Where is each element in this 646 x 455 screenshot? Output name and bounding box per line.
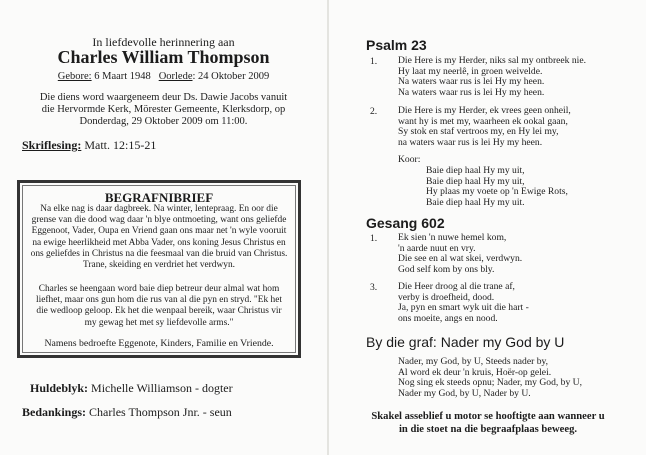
gesang-heading: Gesang 602: [366, 215, 445, 231]
reading-value: Matt. 12:15-21: [81, 138, 157, 152]
gesang-verse-1: [398, 233, 522, 275]
verse-number: 1.: [370, 56, 378, 67]
verse-number: 3.: [370, 282, 378, 293]
closing-line: in die stoet na die begraafplaas beweeg.: [398, 423, 578, 435]
psalm-heading: Psalm 23: [366, 37, 427, 53]
chorus: [426, 166, 568, 208]
thanks-line: [22, 405, 232, 420]
funeral-letter-box: [17, 180, 301, 358]
verse-line: Al word ek deur 'n kruis, Hoër-op gelei.: [398, 366, 552, 378]
verse-line: ons moeite, angs en nood.: [398, 312, 498, 324]
right-panel: [330, 0, 646, 455]
reading-label: Skriflesing:: [22, 138, 82, 152]
letter-line: Trane, skeiding en verdriet het verdwyn.: [83, 260, 235, 271]
psalm-verse-1: [398, 56, 586, 98]
tribute-line: [30, 381, 233, 396]
chorus-line: Hy plaas my voete op 'n Ewige Rots,: [426, 186, 568, 198]
verse-line: 'n aarde nuut en vry.: [398, 242, 476, 254]
tribute-label: Huldeblyk:: [30, 381, 89, 395]
chorus-line: Baie diep haal Hy my uit,: [426, 165, 525, 176]
letter-line: ons geliefdes in Christus na die feesmaal van die bruid van Christus.: [30, 248, 288, 259]
chorus-line: Baie diep haal Hy my uit.: [426, 196, 525, 208]
verse-line: Nog sing ek steeds opnu; Nader, my God, by U,: [398, 377, 583, 389]
verse-line: Die Here is my Herder, ek vrees geen onheil,: [398, 105, 571, 116]
verse-line: na waters waar rus is lei Hy my heen.: [398, 136, 543, 148]
verse-line: Sy stok en staf vertroos my, en Hy lei my,: [398, 126, 559, 138]
thanks-value: Charles Thompson Jnr. - seun: [86, 405, 232, 419]
closing-note: [330, 411, 646, 436]
verse-number: 2.: [370, 106, 378, 117]
letter-line: grense van die dood wag daar 'n blye ontmoeting, want ons geliefde: [31, 215, 287, 226]
letter-paragraph-1: [23, 204, 295, 271]
died-label: Oorlede: [158, 71, 193, 82]
in-memory-heading: In liefdevolle herinnering aan: [92, 35, 235, 49]
tribute-value: Michelle Williamson - dogter: [88, 381, 233, 395]
verse-line: Nader, my God, by U, Steeds nader by,: [398, 356, 549, 367]
scripture-reading: [22, 138, 156, 153]
letter-title: BEGRAFNIBRIEF: [104, 190, 214, 205]
verse-line: Nader my God, by U, Nader by U.: [398, 387, 531, 399]
service-line: Donderdag, 29 Oktober 2009 om 11:00.: [79, 116, 248, 127]
thanks-label: Bedankings:: [22, 405, 87, 419]
verse-line: Die Here is my Herder, niks sal my ontbreek nie.: [398, 55, 586, 66]
letter-paragraph-2: [23, 284, 295, 329]
letter-line: na ewige heerlikheid met Abba Vader, ons koning Jesus Christus en: [32, 237, 286, 248]
chorus-label: Koor:: [398, 154, 421, 165]
died-value: : 24 Oktober 2009: [192, 71, 270, 82]
verse-line: Die see en al wat skei, verdwyn.: [398, 253, 523, 265]
dates-line: [0, 71, 327, 82]
psalm-verse-2: [398, 106, 571, 148]
service-details: [0, 92, 327, 128]
letter-line: Charles se heengaan word baie diep betreur deur almal wat hom: [38, 284, 280, 294]
letter-line: Na elke nag is daar dagbreek. Na winter, lentepraag. En oor die: [40, 204, 278, 214]
page-fold: [327, 0, 329, 455]
verse-number: 1.: [370, 233, 378, 244]
graveside-heading: By die graf: Nader my God by U: [366, 334, 565, 350]
letter-signoff: Namens bedroefte Eggenote, Kinders, Familie en Vriende.: [44, 338, 274, 349]
verse-line: verby is droefheid, dood.: [398, 291, 495, 303]
service-line: die Hervormde Kerk, Mörester Gemeente, Klerksdorp, op: [41, 104, 286, 115]
verse-line: God self kom by ons bly.: [398, 263, 495, 275]
born-value: 6 Maart 1948: [94, 71, 151, 82]
letter-line: my gewag het met sy liefdevolle arms.": [84, 317, 234, 328]
closing-line: Skakel asseblief u motor se hooftigte aan wanneer u: [371, 411, 605, 422]
service-line: Die diens word waargeneem deur Ds. Dawie Jacobs vanuit: [39, 92, 288, 103]
verse-line: Die Heer droog al die trane af,: [398, 281, 515, 292]
verse-line: Ja, pyn en smart wyk uit die hart -: [398, 302, 529, 314]
letter-line: die wedloop geloop. Ek het die wenpaal bereik, waar Christus vir: [36, 306, 282, 317]
gesang-verse-3: [398, 282, 529, 324]
letter-line: Eggenoot, Vader, Oupa en Vriend gaan ons maar net 'n wyle vooruit: [31, 226, 287, 237]
verse-line: Na waters waar rus is lei Hy my heen.: [398, 76, 545, 88]
deceased-name: Charles William Thompson: [57, 47, 270, 67]
born-label: Gebore:: [57, 71, 92, 82]
letter-line: liefhet, maar ons gun hom die rus van al die pyn en stryd. "Ek het: [36, 295, 282, 306]
funeral-letter-inner-border: [22, 185, 296, 353]
verse-line: want hy is met my, waarheen ek ookal gaan,: [398, 115, 568, 127]
verse-line: Na waters waar rus is lei Hy my heen.: [398, 86, 545, 98]
chorus-line: Baie diep haal Hy my uit,: [426, 175, 525, 187]
verse-line: Hy laat my neerlê, in groen weivelde.: [398, 65, 543, 77]
verse-line: Ek sien 'n nuwe hemel kom,: [398, 232, 507, 243]
graveside-hymn: [398, 357, 582, 399]
